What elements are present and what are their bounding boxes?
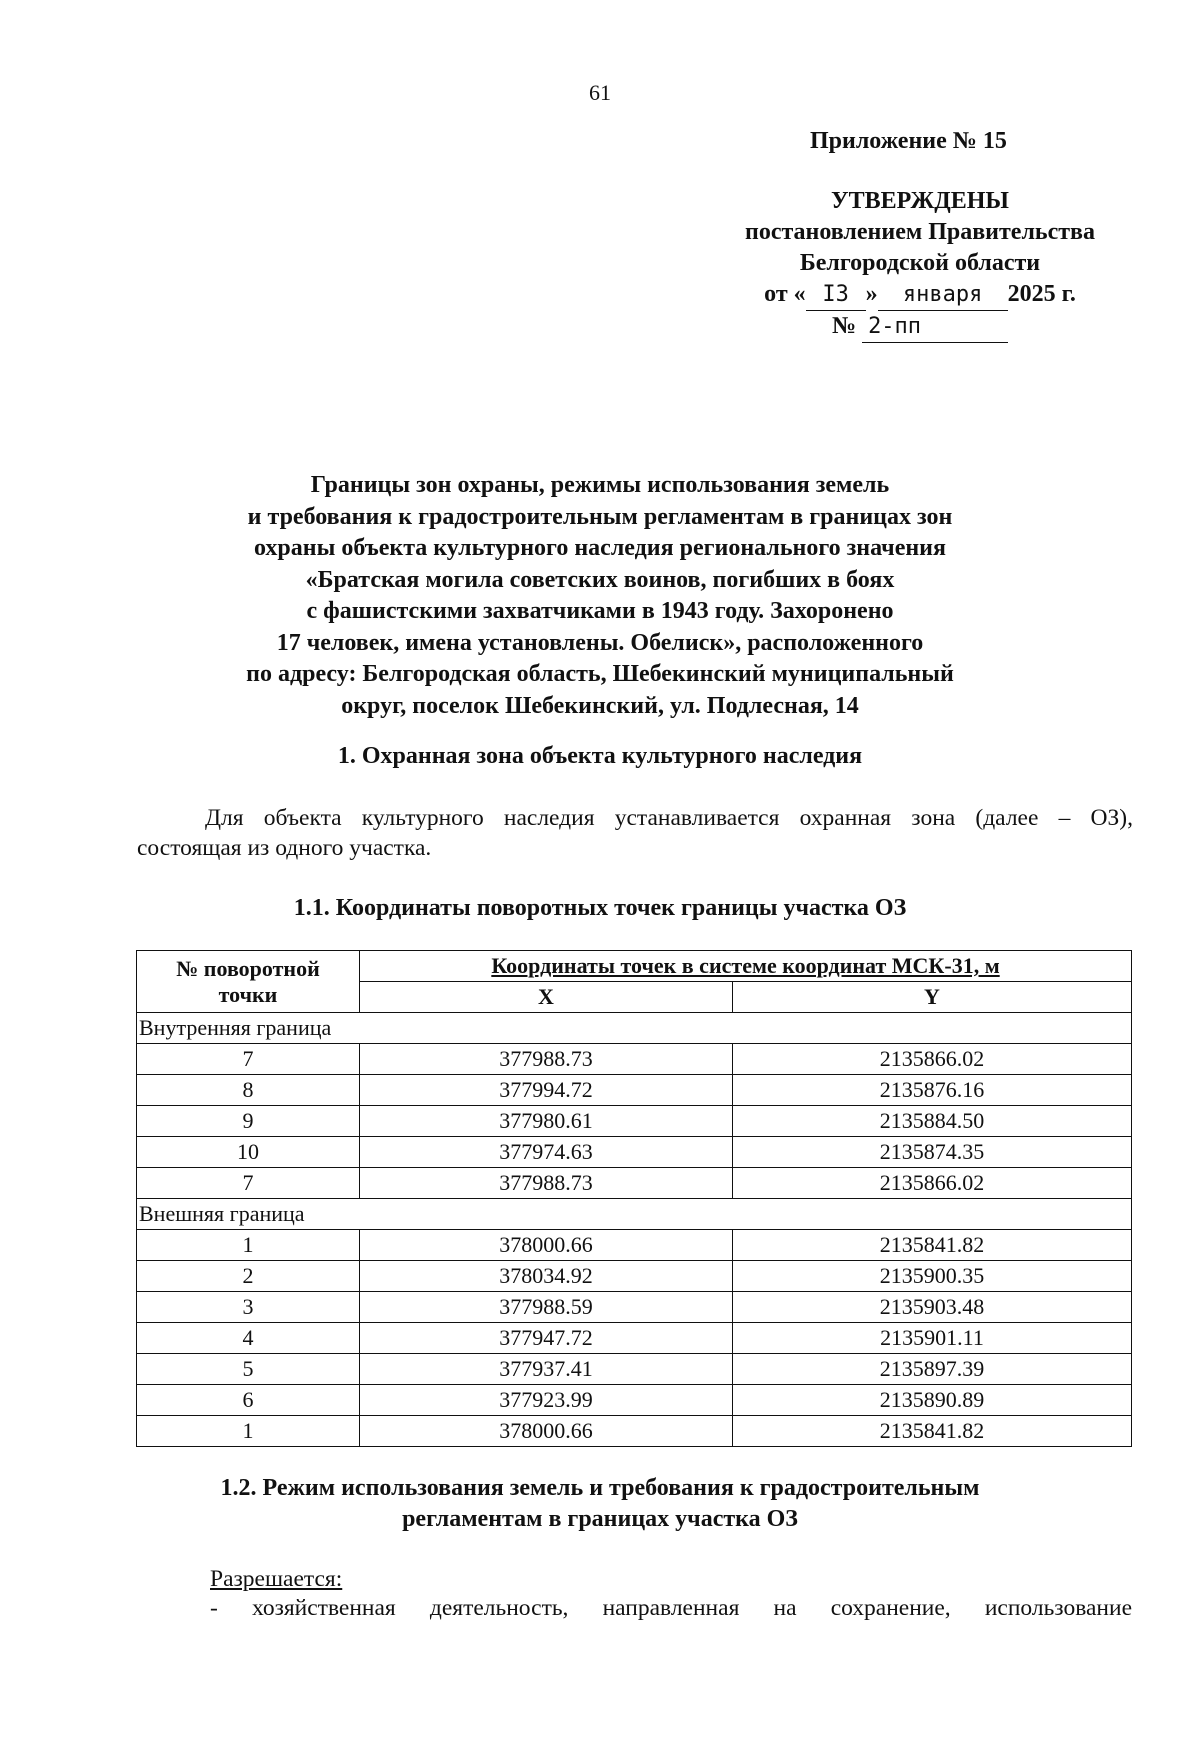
y-value: 2135897.39 bbox=[733, 1354, 1132, 1385]
x-value: 377923.99 bbox=[360, 1385, 733, 1416]
paragraph-line: состоящая из одного участка. bbox=[137, 835, 432, 861]
header-line: № поворотной bbox=[176, 955, 320, 981]
allowed-label: Разрешается: bbox=[210, 1566, 343, 1592]
y-value: 2135841.82 bbox=[733, 1230, 1132, 1261]
point-number: 5 bbox=[137, 1354, 360, 1385]
x-value: 377974.63 bbox=[360, 1137, 733, 1168]
date-mid: » bbox=[865, 281, 878, 307]
date-prefix: от « bbox=[764, 281, 806, 307]
inner-boundary-label: Внутренняя граница bbox=[137, 1013, 1132, 1044]
x-value: 377937.41 bbox=[360, 1354, 733, 1385]
title-line: Границы зон охраны, режимы использования земель bbox=[310, 472, 890, 498]
table-row bbox=[137, 1354, 1132, 1385]
heading-line: регламентам в границах участка ОЗ bbox=[402, 1506, 798, 1532]
paragraph-line: Для объекта культурного наследия устанавливается охранная зона (далее – ОЗ), bbox=[205, 805, 1133, 831]
point-number: 4 bbox=[137, 1323, 360, 1354]
approval-block bbox=[720, 186, 1120, 343]
y-value: 2135903.48 bbox=[733, 1292, 1132, 1323]
approval-line1: постановлением Правительства bbox=[744, 219, 1095, 245]
y-value: 2135874.35 bbox=[733, 1137, 1132, 1168]
approval-line2: Белгородской области bbox=[799, 250, 1041, 276]
point-number: 3 bbox=[137, 1292, 360, 1323]
y-value: 2135876.16 bbox=[733, 1075, 1132, 1106]
approval-number bbox=[720, 311, 1120, 343]
y-value: 2135866.02 bbox=[733, 1168, 1132, 1199]
table-row bbox=[137, 1075, 1132, 1106]
title-line: и требования к градостроительным регламентам в границах зон bbox=[247, 503, 953, 530]
coordinates-table bbox=[136, 950, 1132, 1447]
number-value: 2-пп bbox=[862, 311, 1008, 343]
coordinates-header-text: Координаты точек в системе координат МСК-31, м bbox=[491, 953, 1000, 978]
table-row bbox=[137, 1044, 1132, 1075]
y-value: 2135900.35 bbox=[733, 1261, 1132, 1292]
table-row bbox=[137, 1292, 1132, 1323]
title-line: охраны объекта культурного наследия регионального значения bbox=[254, 535, 946, 561]
section-1-2-heading bbox=[150, 1473, 1050, 1535]
outer-boundary-label: Внешняя граница bbox=[137, 1199, 1132, 1230]
section-1-1-heading: 1.1. Координаты поворотных точек границы участка ОЗ bbox=[293, 895, 907, 921]
point-number: 7 bbox=[137, 1044, 360, 1075]
title-line: 17 человек, имена установлены. Обелиск», расположенного bbox=[276, 629, 924, 656]
section-1-heading: 1. Охранная зона объекта культурного наследия bbox=[337, 743, 863, 769]
y-value: 2135841.82 bbox=[733, 1416, 1132, 1447]
point-number: 1 bbox=[137, 1230, 360, 1261]
point-number: 6 bbox=[137, 1385, 360, 1416]
x-value: 377980.61 bbox=[360, 1106, 733, 1137]
title-line: по адресу: Белгородская область, Шебекинский муниципальный bbox=[246, 661, 954, 687]
x-value: 378000.66 bbox=[360, 1416, 733, 1447]
table-row bbox=[137, 1168, 1132, 1199]
x-value: 377988.73 bbox=[360, 1044, 733, 1075]
x-value: 377947.72 bbox=[360, 1323, 733, 1354]
x-header: X bbox=[360, 982, 733, 1013]
y-value: 2135866.02 bbox=[733, 1044, 1132, 1075]
y-value: 2135890.89 bbox=[733, 1385, 1132, 1416]
appendix-label: Приложение № 15 bbox=[810, 128, 1007, 154]
table-row bbox=[137, 1323, 1132, 1354]
x-value: 377994.72 bbox=[360, 1075, 733, 1106]
table-row bbox=[137, 1230, 1132, 1261]
y-value: 2135901.11 bbox=[733, 1323, 1132, 1354]
point-number: 1 bbox=[137, 1416, 360, 1447]
date-year: 2025 г. bbox=[1007, 281, 1076, 307]
title-line: «Братская могила советских воинов, погибших в боях bbox=[305, 566, 895, 593]
x-value: 377988.73 bbox=[360, 1168, 733, 1199]
date-day: I3 bbox=[806, 279, 866, 311]
y-header: Y bbox=[733, 982, 1132, 1013]
allowed-item bbox=[210, 1595, 1132, 1622]
point-number: 8 bbox=[137, 1075, 360, 1106]
date-month: января bbox=[878, 279, 1008, 311]
allowed-item-text: - хозяйственная деятельность, направленная на сохранение, использование bbox=[210, 1595, 1132, 1621]
page-number: 61 bbox=[589, 80, 611, 105]
document-title bbox=[150, 470, 1050, 722]
table-row bbox=[137, 1261, 1132, 1292]
table-row bbox=[137, 1385, 1132, 1416]
point-number-header bbox=[137, 951, 360, 1013]
title-line: округ, поселок Шебекинский, ул. Подлесная, 14 bbox=[341, 692, 859, 719]
table-row bbox=[137, 1416, 1132, 1447]
number-prefix: № bbox=[831, 313, 857, 339]
point-number: 9 bbox=[137, 1106, 360, 1137]
x-value: 378034.92 bbox=[360, 1261, 733, 1292]
y-value: 2135884.50 bbox=[733, 1106, 1132, 1137]
table-row bbox=[137, 1106, 1132, 1137]
header-line: точки bbox=[218, 981, 278, 1007]
x-value: 377988.59 bbox=[360, 1292, 733, 1323]
point-number: 10 bbox=[137, 1137, 360, 1168]
coordinates-header bbox=[360, 951, 1132, 982]
x-value: 378000.66 bbox=[360, 1230, 733, 1261]
point-number: 2 bbox=[137, 1261, 360, 1292]
section-1-paragraph bbox=[137, 803, 1133, 863]
approval-date bbox=[720, 279, 1120, 311]
title-line: с фашистскими захватчиками в 1943 году. Захоронено bbox=[306, 598, 894, 624]
point-number: 7 bbox=[137, 1168, 360, 1199]
approval-title: УТВЕРЖДЕНЫ bbox=[831, 188, 1009, 214]
heading-line: 1.2. Режим использования земель и требования к градостроительным bbox=[220, 1475, 980, 1501]
table-row bbox=[137, 1137, 1132, 1168]
